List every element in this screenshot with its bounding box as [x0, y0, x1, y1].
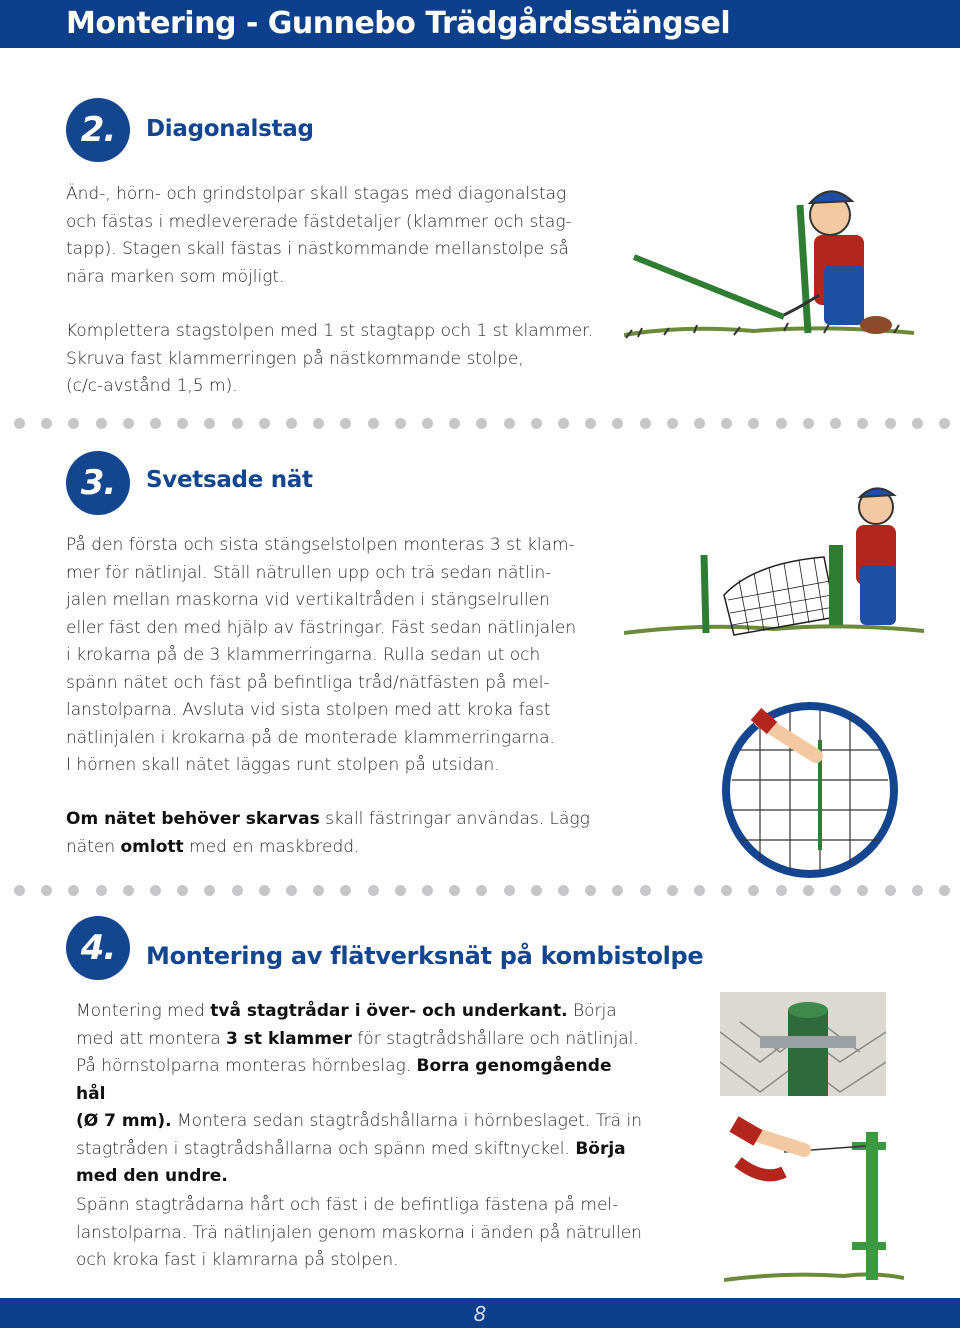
- divider-dot: [286, 885, 297, 896]
- divider-dot: [531, 885, 542, 896]
- text-bold: två stagtrådar i över- och underkant.: [210, 1001, 568, 1021]
- illustration-man-brace: [624, 175, 924, 365]
- divider-dot: [504, 885, 515, 896]
- illustration-net-roll: [624, 485, 924, 645]
- text-line: nätlinjalen i krokarna på de monterade klammerringarna.: [66, 727, 555, 748]
- divider-dot: [313, 418, 324, 429]
- divider-dot: [558, 885, 569, 896]
- note-text: näten: [66, 836, 121, 857]
- step-number: 4.: [80, 928, 116, 968]
- text-line: och kroka fast i klamrarna på stolpen.: [76, 1250, 399, 1270]
- divider-dot: [368, 885, 379, 896]
- note-bold: Om nätet behöver skarvas: [66, 809, 320, 829]
- step-number: 2.: [80, 110, 116, 150]
- divider-dot: [150, 418, 161, 429]
- text-bold: 3 st klammer: [226, 1028, 352, 1049]
- section-title-flatverksnat: Montering av flätverksnät på kombistolpe: [146, 942, 704, 970]
- divider-dot: [96, 418, 107, 429]
- step-badge-3: [66, 451, 130, 515]
- text: Montering med: [76, 1001, 211, 1021]
- divider-dot: [830, 885, 841, 896]
- divider-dot: [585, 885, 596, 896]
- section-2-text: [66, 181, 626, 291]
- note-text: med en maskbredd.: [183, 836, 360, 857]
- divider-dot: [857, 418, 868, 429]
- text-line: Spänn stagtrådarna hårt och fäst i de befintliga fästena på mel-: [76, 1195, 619, 1215]
- divider-dot: [776, 418, 787, 429]
- divider-dot: [558, 418, 569, 429]
- divider-dot: [14, 418, 25, 429]
- note-bold: omlott: [120, 836, 184, 857]
- divider-dot: [232, 885, 243, 896]
- text-line: spänn nätet och fäst på befintliga tråd/nätfästen på mel-: [66, 672, 550, 693]
- divider-dot: [204, 885, 215, 896]
- divider-dot: [96, 885, 107, 896]
- text-line: mer för nätlinjal. Ställ nätrullen upp och trä sedan nätlin-: [66, 562, 552, 583]
- divider-dot: [667, 885, 678, 896]
- text-bold: (Ø 7 mm).: [76, 1111, 172, 1131]
- text: med att montera: [76, 1028, 227, 1049]
- divider-dot: [150, 885, 161, 896]
- text-line: i krokarna på de 3 klammerringarna. Rulla sedan ut och: [66, 645, 541, 665]
- divider-dot: [912, 418, 923, 429]
- step-badge-2: [66, 98, 130, 162]
- illustration-tensioning: [724, 1112, 904, 1288]
- divider-dot: [177, 885, 188, 896]
- section-title-diagonalstag: Diagonalstag: [146, 116, 314, 142]
- text-line: tapp). Stagen skall fästas i nästkommande mellanstolpe så: [66, 239, 569, 259]
- text-bold: med den undre.: [76, 1166, 228, 1186]
- step-badge-4: [66, 916, 130, 980]
- divider-dot: [694, 418, 705, 429]
- divider-dot: [939, 885, 950, 896]
- text-line: nära marken som möjligt.: [66, 266, 285, 287]
- divider-dot: [395, 418, 406, 429]
- divider-dot: [640, 418, 651, 429]
- text-line: Komplettera stagstolpen med 1 st stagtapp och 1 st klammer.: [66, 321, 594, 341]
- divider-dot: [286, 418, 297, 429]
- section-2-text-b: [66, 318, 626, 401]
- divider-dot: [721, 418, 732, 429]
- divider-dot: [694, 885, 705, 896]
- section-4-text: [76, 998, 646, 1191]
- divider-dot: [721, 885, 732, 896]
- divider-dot: [640, 885, 651, 896]
- section-3-text: [66, 532, 614, 780]
- section-title-svetsade-nat: Svetsade nät: [146, 467, 313, 493]
- divider-dot: [259, 885, 270, 896]
- divider-dot: [123, 418, 134, 429]
- text: På hörnstolparna monteras hörnbeslag.: [76, 1056, 417, 1076]
- text-bold: Börja: [575, 1138, 626, 1159]
- divider-dot: [68, 418, 79, 429]
- divider-dot: [41, 885, 52, 896]
- text: för stagtrådshållare och nätlinjal.: [351, 1028, 639, 1049]
- divider-dot: [476, 885, 487, 896]
- text-line: Änd-, hörn- och grindstolpar skall stagas med diagonalstag: [66, 184, 567, 204]
- divider-dot: [449, 418, 460, 429]
- text-line: jalen mellan maskorna vid vertikaltråden i stängselrullen: [66, 590, 550, 610]
- divider-dot: [667, 418, 678, 429]
- divider-dot: [204, 418, 215, 429]
- dotted-divider: [14, 884, 950, 896]
- divider-dot: [585, 418, 596, 429]
- photo-post-bracket: [720, 992, 886, 1096]
- divider-dot: [41, 418, 52, 429]
- step-number: 3.: [80, 463, 116, 503]
- text-line: och fästas i medlevererade fästdetaljer (klammer och stag-: [66, 211, 572, 232]
- divider-dot: [476, 418, 487, 429]
- text-line: På den första och sista stängselstolpen monteras 3 st klam-: [66, 535, 575, 555]
- divider-dot: [612, 418, 623, 429]
- divider-dot: [803, 418, 814, 429]
- text-line: I hörnen skall nätet läggas runt stolpen på utsidan.: [66, 755, 500, 775]
- divider-dot: [422, 885, 433, 896]
- divider-dot: [748, 418, 759, 429]
- dotted-divider: [14, 417, 950, 429]
- page-title: Montering - Gunnebo Trädgårdsstängsel: [66, 6, 731, 41]
- divider-dot: [885, 418, 896, 429]
- divider-dot: [857, 885, 868, 896]
- divider-dot: [939, 418, 950, 429]
- divider-dot: [803, 885, 814, 896]
- divider-dot: [912, 885, 923, 896]
- divider-dot: [340, 418, 351, 429]
- divider-dot: [504, 418, 515, 429]
- section-3-note: [66, 806, 626, 861]
- text-line: eller fäst den med hjälp av fästringar. Fäst sedan nätlinjalen: [66, 617, 577, 638]
- divider-dot: [368, 418, 379, 429]
- divider-dot: [123, 885, 134, 896]
- text-line: lanstolparna. Trä nätlinjalen genom maskorna i änden på nätrullen: [76, 1222, 642, 1243]
- text-line: (c/c-avstånd 1,5 m).: [66, 376, 238, 396]
- note-text: skall fästringar användas. Lägg: [319, 809, 590, 829]
- text: Börja: [567, 1001, 617, 1021]
- divider-dot: [395, 885, 406, 896]
- text-line: Skruva fast klammerringen på nästkommande stolpe,: [66, 348, 524, 369]
- text-line: lanstolparna. Avsluta vid sista stolpen med att kroka fast: [66, 700, 551, 720]
- illustration-net-closeup: [720, 700, 900, 880]
- page-number: 8: [473, 1302, 487, 1326]
- text: stagtråden i stagtrådshållarna och spänn med skiftnyckel.: [76, 1138, 576, 1159]
- divider-dot: [449, 885, 460, 896]
- divider-dot: [340, 885, 351, 896]
- divider-dot: [612, 885, 623, 896]
- divider-dot: [14, 885, 25, 896]
- divider-dot: [422, 418, 433, 429]
- divider-dot: [830, 418, 841, 429]
- text-bold: Borra genomgående hål: [76, 1056, 612, 1104]
- section-4-text-b: [76, 1192, 656, 1275]
- divider-dot: [776, 885, 787, 896]
- divider-dot: [232, 418, 243, 429]
- divider-dot: [177, 418, 188, 429]
- divider-dot: [531, 418, 542, 429]
- divider-dot: [885, 885, 896, 896]
- divider-dot: [748, 885, 759, 896]
- divider-dot: [313, 885, 324, 896]
- divider-dot: [68, 885, 79, 896]
- text: Montera sedan stagtrådshållarna i hörnbeslaget. Trä in: [171, 1111, 642, 1131]
- divider-dot: [259, 418, 270, 429]
